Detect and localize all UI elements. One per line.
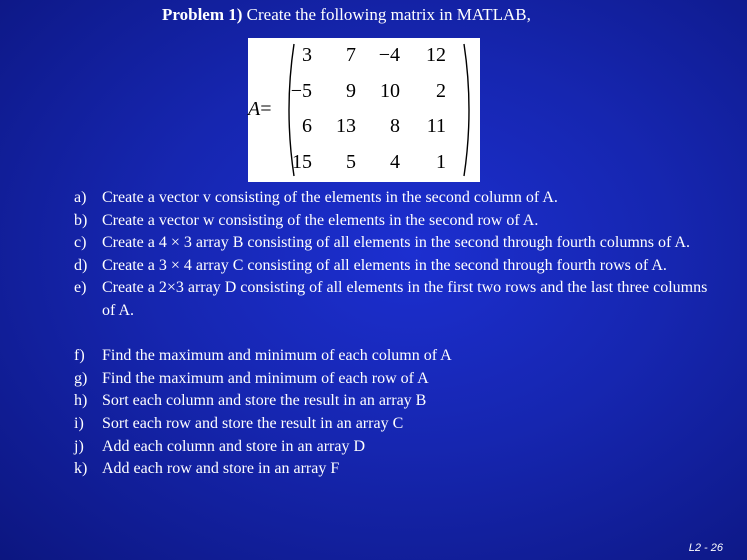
task-item	[74, 345, 714, 368]
task-label: f)	[74, 347, 85, 365]
matrix-equals-sign: =	[260, 98, 272, 120]
task-text: Add each row and store in an array F	[102, 460, 340, 478]
matrix-equation	[248, 38, 480, 182]
task-text: Create a vector w consisting of the elements in the second row of A.	[102, 211, 539, 229]
task-text: Create a 2×3 array D consisting of all elements in the first two rows and the last three columns of A.	[102, 279, 708, 319]
task-list	[74, 187, 714, 481]
matrix-cell: 11	[426, 115, 446, 137]
task-text: Add each column and store in an array D	[102, 437, 366, 455]
task-text: Sort each row and store the result in an array C	[102, 414, 404, 432]
matrix-cell: −5	[290, 80, 312, 102]
matrix-cell: 4	[390, 151, 400, 173]
matrix-cell: 1	[436, 151, 446, 173]
matrix-cell: 9	[346, 80, 356, 102]
task-item	[74, 436, 714, 459]
right-parenthesis	[462, 42, 476, 178]
task-label: i)	[74, 414, 84, 432]
task-item	[74, 232, 714, 255]
task-text: Find the maximum and minimum of each column of A	[102, 347, 452, 365]
matrix-label	[248, 98, 272, 121]
task-item	[74, 413, 714, 436]
task-text: Create a 3 × 4 array C consisting of all elements in the second through fourth rows of A.	[102, 256, 667, 274]
task-item	[74, 368, 714, 391]
task-group-a	[74, 187, 714, 323]
problem-title	[162, 5, 531, 25]
matrix-cell: 6	[302, 115, 312, 137]
problem-title-text: Create the following matrix in MATLAB,	[242, 5, 531, 24]
task-item	[74, 210, 714, 233]
problem-title-bold: Problem 1)	[162, 5, 243, 24]
matrix-name: A	[248, 98, 261, 120]
task-item	[74, 390, 714, 413]
task-label: h)	[74, 392, 88, 410]
task-item	[74, 255, 714, 278]
task-text: Sort each column and store the result in an array B	[102, 392, 427, 410]
matrix-cell: 10	[380, 80, 400, 102]
task-label: a)	[74, 189, 87, 206]
matrix-cell: 15	[292, 151, 312, 173]
matrix-cell: 3	[302, 44, 312, 66]
matrix-cell: 2	[436, 80, 446, 102]
matrix-cell: 8	[390, 115, 400, 137]
task-label: b)	[74, 211, 88, 229]
page-number: L2 - 26	[688, 542, 723, 554]
matrix-cell: −4	[378, 44, 400, 66]
task-text: Find the maximum and minimum of each row of A	[102, 369, 429, 387]
matrix-cell: 7	[346, 44, 356, 66]
task-item	[74, 187, 714, 210]
matrix-cell: 13	[336, 115, 356, 137]
task-label: d)	[74, 256, 88, 274]
task-text: Create a 4 × 3 array B consisting of all elements in the second through fourth columns of A.	[102, 234, 690, 252]
task-label: g)	[74, 369, 88, 387]
task-label: e)	[74, 279, 87, 297]
matrix-cell: 5	[346, 151, 356, 173]
matrix-cell: 12	[426, 44, 446, 66]
task-item	[74, 458, 714, 481]
task-item	[74, 277, 714, 322]
task-label: c)	[74, 234, 87, 252]
task-label: j)	[74, 437, 84, 455]
task-spacer	[74, 323, 714, 346]
task-label: k)	[74, 460, 88, 478]
task-group-b	[74, 345, 714, 481]
task-text: Create a vector v consisting of the elements in the second column of A.	[102, 189, 558, 206]
